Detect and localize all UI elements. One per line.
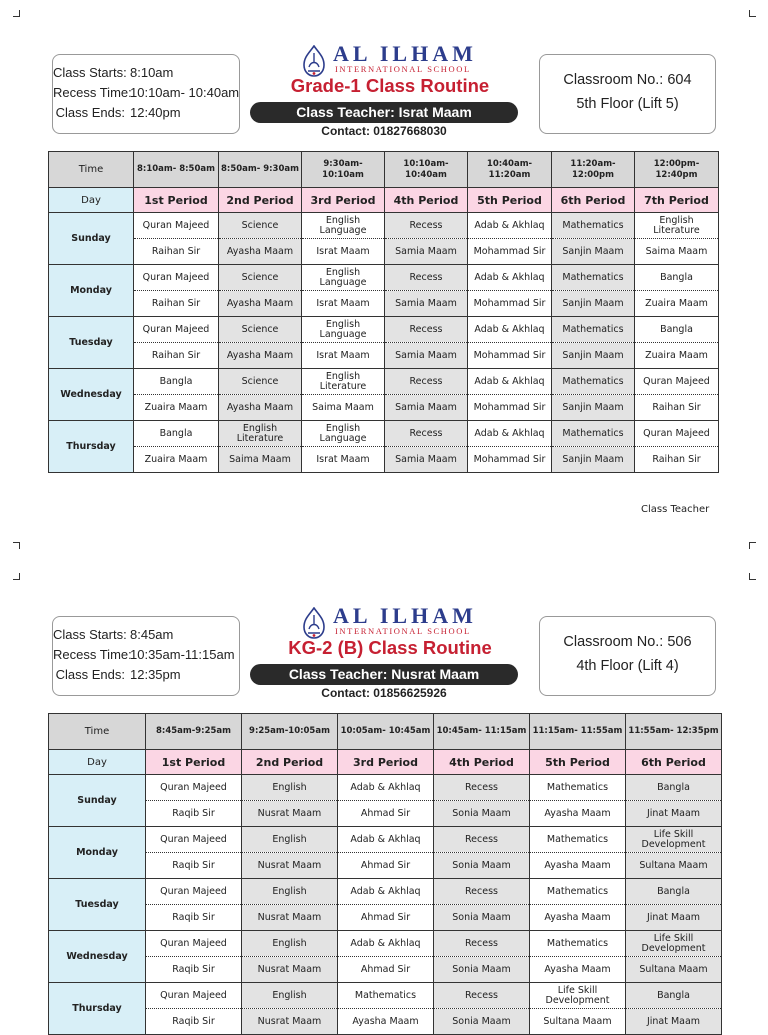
time-label: Time (49, 152, 134, 188)
subject-cell: Science (219, 265, 302, 291)
subject-cell: English Literature (635, 213, 719, 239)
teacher-cell: Israt Maam (302, 447, 385, 473)
teacher-cell: Ahmad Sir (338, 957, 434, 983)
time-slot: 10:05am- 10:45am (338, 714, 434, 750)
subject-cell: English Language (302, 421, 385, 447)
timing-label: Class Ends: (55, 667, 125, 682)
timing-value: 12:35pm (130, 667, 181, 682)
teacher-cell: Israt Maam (302, 343, 385, 369)
teacher-cell: Zuaira Maam (635, 291, 719, 317)
subject-cell: Quran Majeed (146, 931, 242, 957)
teacher-cell: Zuaira Maam (134, 447, 219, 473)
teacher-cell: Samia Maam (385, 343, 468, 369)
period-label: 6th Period (552, 188, 635, 213)
subject-cell: Bangla (626, 983, 722, 1009)
subject-cell: Mathematics (552, 317, 635, 343)
subject-cell: Life Skill Development (626, 827, 722, 853)
teacher-cell: Sonia Maam (434, 957, 530, 983)
timing-label: Class Starts: (53, 65, 127, 80)
time-header-row (49, 152, 719, 188)
timing-label: Class Ends: (55, 105, 125, 120)
subject-cell: English Language (302, 265, 385, 291)
time-header-row (49, 714, 722, 750)
time-slot: 11:20am- 12:00pm (552, 152, 635, 188)
teacher-cell: Mohammad Sir (468, 343, 552, 369)
teacher-cell: Raihan Sir (635, 395, 719, 421)
floor-info: 4th Floor (Lift 4) (576, 658, 679, 674)
teacher-cell: Sanjin Maam (552, 447, 635, 473)
subject-cell: Adab & Akhlaq (338, 775, 434, 801)
teacher-cell: Ayasha Maam (338, 1009, 434, 1035)
subject-cell: Adab & Akhlaq (468, 213, 552, 239)
day-subject-row (49, 421, 719, 447)
day-teacher-row (49, 853, 722, 879)
subject-cell: English (242, 983, 338, 1009)
day-teacher-row (49, 905, 722, 931)
day-name: Tuesday (49, 879, 146, 931)
subject-cell: Mathematics (552, 369, 635, 395)
subject-cell: English Literature (302, 369, 385, 395)
subject-cell: Quran Majeed (134, 265, 219, 291)
subject-cell: Mathematics (530, 775, 626, 801)
teacher-cell: Samia Maam (385, 447, 468, 473)
teacher-cell: Israt Maam (302, 239, 385, 265)
time-slot: 10:45am- 11:15am (434, 714, 530, 750)
time-slot: 8:50am- 9:30am (219, 152, 302, 188)
timing-row (53, 85, 239, 100)
teacher-cell: Sultana Maam (626, 957, 722, 983)
teacher-cell: Sonia Maam (434, 801, 530, 827)
teacher-cell: Raqib Sir (146, 853, 242, 879)
class-teacher-banner: Class Teacher: Israt Maam (250, 102, 518, 123)
teacher-cell: Ahmad Sir (338, 801, 434, 827)
teacher-cell: Jinat Maam (626, 801, 722, 827)
subject-cell: Recess (385, 421, 468, 447)
timing-row (53, 627, 173, 642)
school-emblem-icon (300, 45, 328, 77)
subject-cell: Quran Majeed (146, 827, 242, 853)
teacher-cell: Sonia Maam (434, 905, 530, 931)
period-label: 5th Period (530, 750, 626, 775)
teacher-cell: Sanjin Maam (552, 395, 635, 421)
period-label: 7th Period (635, 188, 719, 213)
routine-table (48, 151, 719, 473)
teacher-cell: Nusrat Maam (242, 1009, 338, 1035)
subject-cell: Adab & Akhlaq (468, 317, 552, 343)
teacher-cell: Samia Maam (385, 291, 468, 317)
subject-cell: Recess (434, 775, 530, 801)
timing-row (53, 105, 181, 120)
subject-cell: English Literature (219, 421, 302, 447)
teacher-cell: Nusrat Maam (242, 905, 338, 931)
class-timing-box (52, 616, 240, 696)
subject-cell: Quran Majeed (146, 879, 242, 905)
subject-cell: Mathematics (338, 983, 434, 1009)
teacher-cell: Zuaira Maam (635, 343, 719, 369)
subject-cell: Adab & Akhlaq (338, 879, 434, 905)
school-subtitle: INTERNATIONAL SCHOOL (335, 64, 471, 74)
routine-title: KG-2 (B) Class Routine (288, 637, 492, 658)
class-teacher-signature-label: Class Teacher (641, 504, 710, 515)
subject-cell: Adab & Akhlaq (338, 931, 434, 957)
subject-cell: Quran Majeed (635, 369, 719, 395)
subject-cell: Bangla (635, 265, 719, 291)
day-name: Monday (49, 265, 134, 317)
period-label: 2nd Period (242, 750, 338, 775)
time-slot: 9:30am- 10:10am (302, 152, 385, 188)
teacher-cell: Mohammad Sir (468, 291, 552, 317)
subject-cell: Mathematics (530, 827, 626, 853)
teacher-cell: Raihan Sir (635, 447, 719, 473)
school-name: AL ILHAM (333, 603, 477, 628)
teacher-cell: Ahmad Sir (338, 905, 434, 931)
teacher-cell: Saima Maam (302, 395, 385, 421)
timing-value: 10:10am- 10:40am (130, 85, 240, 100)
subject-cell: Mathematics (552, 421, 635, 447)
period-label: 3rd Period (302, 188, 385, 213)
time-slot: 12:00pm- 12:40pm (635, 152, 719, 188)
teacher-cell: Raqib Sir (146, 957, 242, 983)
teacher-cell: Ayasha Maam (219, 291, 302, 317)
day-teacher-row (49, 395, 719, 421)
day-name: Monday (49, 827, 146, 879)
timing-value: 12:40pm (130, 105, 181, 120)
teacher-cell: Mohammad Sir (468, 447, 552, 473)
teacher-cell: Saima Maam (219, 447, 302, 473)
day-name: Thursday (49, 421, 134, 473)
teacher-cell: Sultana Maam (626, 853, 722, 879)
day-subject-row (49, 775, 722, 801)
crop-mark (749, 542, 756, 549)
teacher-cell: Sonia Maam (434, 1009, 530, 1035)
time-slot: 10:10am- 10:40am (385, 152, 468, 188)
timing-row (53, 647, 235, 662)
subject-cell: Bangla (134, 421, 219, 447)
period-label: 2nd Period (219, 188, 302, 213)
subject-cell: Bangla (626, 775, 722, 801)
contact-number: Contact: 01827668030 (321, 124, 447, 138)
day-teacher-row (49, 239, 719, 265)
day-subject-row (49, 213, 719, 239)
subject-cell: Life Skill Development (626, 931, 722, 957)
crop-mark (13, 10, 20, 17)
teacher-cell: Israt Maam (302, 291, 385, 317)
time-slot: 9:25am-10:05am (242, 714, 338, 750)
day-teacher-row (49, 447, 719, 473)
day-subject-row (49, 265, 719, 291)
crop-mark (749, 573, 756, 580)
subject-cell: English (242, 931, 338, 957)
teacher-cell: Ahmad Sir (338, 853, 434, 879)
school-subtitle: INTERNATIONAL SCHOOL (335, 626, 471, 636)
timing-label: Class Starts: (53, 627, 127, 642)
period-label: 1st Period (146, 750, 242, 775)
contact-number: Contact: 01856625926 (321, 686, 447, 700)
teacher-cell: Sultana Maam (530, 1009, 626, 1035)
teacher-cell: Nusrat Maam (242, 957, 338, 983)
period-header-row (49, 188, 719, 213)
crop-mark (13, 542, 20, 549)
teacher-cell: Raihan Sir (134, 239, 219, 265)
teacher-cell: Samia Maam (385, 239, 468, 265)
teacher-cell: Raqib Sir (146, 801, 242, 827)
subject-cell: Science (219, 317, 302, 343)
teacher-cell: Jinat Maam (626, 1009, 722, 1035)
day-name: Sunday (49, 775, 146, 827)
class-timing-box (52, 54, 240, 134)
day-name: Thursday (49, 983, 146, 1035)
day-teacher-row (49, 801, 722, 827)
teacher-cell: Sonia Maam (434, 853, 530, 879)
routine-table (48, 713, 722, 1035)
time-slot: 10:40am- 11:20am (468, 152, 552, 188)
teacher-cell: Raqib Sir (146, 905, 242, 931)
day-teacher-row (49, 291, 719, 317)
subject-cell: Recess (434, 983, 530, 1009)
day-subject-row (49, 879, 722, 905)
day-subject-row (49, 317, 719, 343)
period-label: 4th Period (434, 750, 530, 775)
subject-cell: Recess (385, 213, 468, 239)
teacher-cell: Sanjin Maam (552, 291, 635, 317)
teacher-cell: Sanjin Maam (552, 343, 635, 369)
teacher-cell: Ayasha Maam (530, 957, 626, 983)
subject-cell: Adab & Akhlaq (468, 421, 552, 447)
time-slot: 8:10am- 8:50am (134, 152, 219, 188)
teacher-cell: Ayasha Maam (530, 853, 626, 879)
subject-cell: English Language (302, 213, 385, 239)
subject-cell: Science (219, 213, 302, 239)
subject-cell: Recess (385, 265, 468, 291)
period-label: 5th Period (468, 188, 552, 213)
class-teacher-banner: Class Teacher: Nusrat Maam (250, 664, 518, 685)
teacher-cell: Raihan Sir (134, 343, 219, 369)
timing-label: Recess Time: (53, 85, 132, 100)
subject-cell: Adab & Akhlaq (338, 827, 434, 853)
subject-cell: Mathematics (552, 213, 635, 239)
timing-value: 10:35am-11:15am (130, 647, 235, 662)
subject-cell: Recess (434, 827, 530, 853)
time-label: Time (49, 714, 146, 750)
time-slot: 11:55am- 12:35pm (626, 714, 722, 750)
teacher-cell: Zuaira Maam (134, 395, 219, 421)
subject-cell: English (242, 879, 338, 905)
subject-cell: Recess (434, 931, 530, 957)
routine-title: Grade-1 Class Routine (290, 75, 490, 96)
day-teacher-row (49, 1009, 722, 1035)
school-logo (300, 603, 477, 641)
day-subject-row (49, 983, 722, 1009)
subject-cell: Bangla (635, 317, 719, 343)
subject-cell: Mathematics (530, 879, 626, 905)
teacher-cell: Mohammad Sir (468, 395, 552, 421)
day-teacher-row (49, 957, 722, 983)
classroom-box (539, 616, 716, 696)
timing-row (53, 667, 181, 682)
subject-cell: Adab & Akhlaq (468, 369, 552, 395)
subject-cell: English Language (302, 317, 385, 343)
subject-cell: English (242, 827, 338, 853)
period-label: 3rd Period (338, 750, 434, 775)
subject-cell: Bangla (134, 369, 219, 395)
day-name: Sunday (49, 213, 134, 265)
subject-cell: Quran Majeed (134, 213, 219, 239)
time-slot: 11:15am- 11:55am (530, 714, 626, 750)
day-name: Tuesday (49, 317, 134, 369)
subject-cell: Mathematics (530, 931, 626, 957)
teacher-cell: Ayasha Maam (219, 343, 302, 369)
subject-cell: Recess (385, 369, 468, 395)
period-label: 1st Period (134, 188, 219, 213)
subject-cell: Bangla (626, 879, 722, 905)
teacher-cell: Sanjin Maam (552, 239, 635, 265)
timing-value: 8:10am (130, 65, 174, 80)
subject-cell: Recess (385, 317, 468, 343)
teacher-cell: Raqib Sir (146, 1009, 242, 1035)
time-slot: 8:45am-9:25am (146, 714, 242, 750)
teacher-cell: Nusrat Maam (242, 801, 338, 827)
teacher-cell: Ayasha Maam (530, 801, 626, 827)
timing-row (53, 65, 173, 80)
teacher-cell: Samia Maam (385, 395, 468, 421)
school-logo (300, 41, 477, 79)
subject-cell: Mathematics (552, 265, 635, 291)
subject-cell: Life Skill Development (530, 983, 626, 1009)
teacher-cell: Ayasha Maam (219, 395, 302, 421)
school-emblem-icon (300, 607, 328, 639)
subject-cell: Recess (434, 879, 530, 905)
classroom-box (539, 54, 716, 134)
subject-cell: English (242, 775, 338, 801)
day-label: Day (49, 750, 146, 775)
teacher-cell: Ayasha Maam (219, 239, 302, 265)
subject-cell: Adab & Akhlaq (468, 265, 552, 291)
teacher-cell: Saima Maam (635, 239, 719, 265)
day-subject-row (49, 369, 719, 395)
crop-mark (13, 573, 20, 580)
teacher-cell: Jinat Maam (626, 905, 722, 931)
crop-mark (749, 10, 756, 17)
subject-cell: Quran Majeed (134, 317, 219, 343)
school-name: AL ILHAM (333, 41, 477, 66)
subject-cell: Quran Majeed (146, 775, 242, 801)
day-subject-row (49, 827, 722, 853)
classroom-number: Classroom No.: 506 (563, 634, 692, 650)
teacher-cell: Nusrat Maam (242, 853, 338, 879)
period-label: 6th Period (626, 750, 722, 775)
day-name: Wednesday (49, 931, 146, 983)
timing-value: 8:45am (130, 627, 174, 642)
teacher-cell: Mohammad Sir (468, 239, 552, 265)
subject-cell: Quran Majeed (146, 983, 242, 1009)
floor-info: 5th Floor (Lift 5) (576, 96, 679, 112)
subject-cell: Quran Majeed (635, 421, 719, 447)
day-subject-row (49, 931, 722, 957)
period-header-row (49, 750, 722, 775)
subject-cell: Science (219, 369, 302, 395)
teacher-cell: Raihan Sir (134, 291, 219, 317)
classroom-number: Classroom No.: 604 (563, 72, 692, 88)
day-label: Day (49, 188, 134, 213)
timing-label: Recess Time: (53, 647, 132, 662)
teacher-cell: Ayasha Maam (530, 905, 626, 931)
day-name: Wednesday (49, 369, 134, 421)
day-teacher-row (49, 343, 719, 369)
period-label: 4th Period (385, 188, 468, 213)
